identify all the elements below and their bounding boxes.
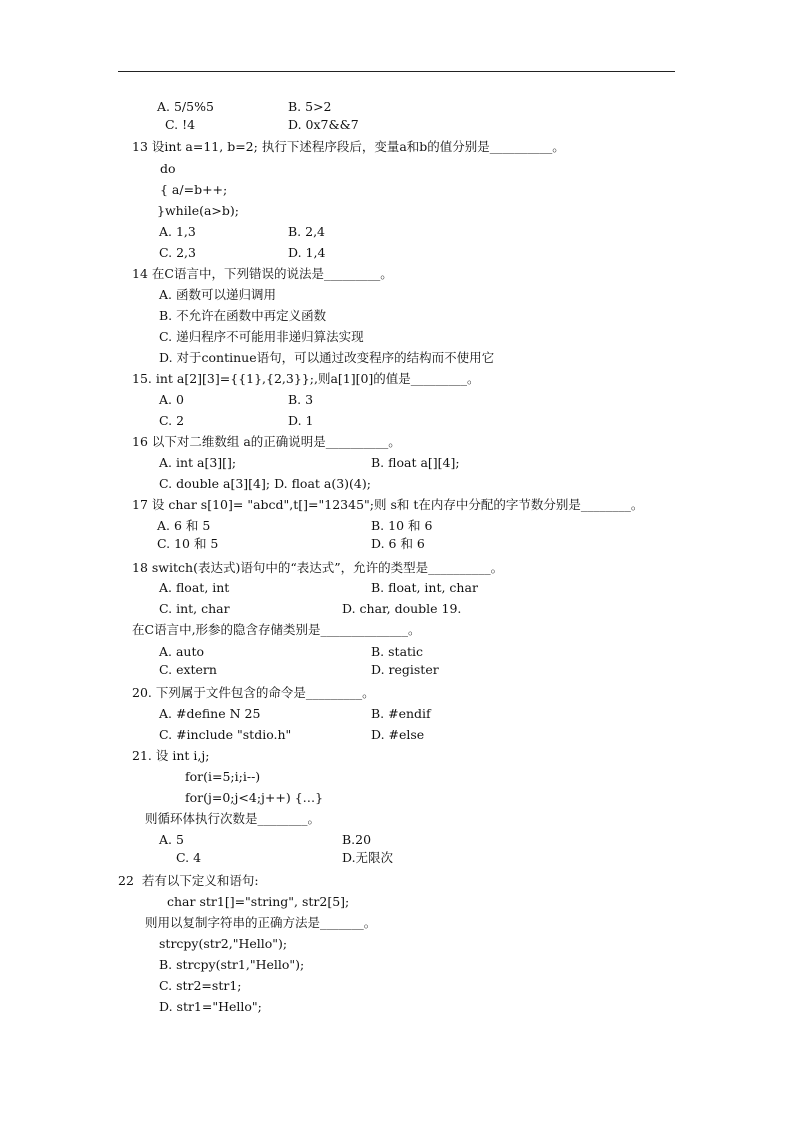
q21-code-line: for(i=5;i;i--)	[185, 769, 261, 784]
q13-code-line: { a/=b++;	[160, 182, 228, 197]
q19-option-a: A. auto	[159, 644, 205, 659]
q13-stem: 13 设int a=11, b=2; 执行下述程序段后，变量a和b的值分别是__________。	[132, 139, 565, 154]
q20-stem: 20. 下列属于文件包含的命令是_________。	[132, 685, 375, 700]
q19-option-c: C. extern	[159, 662, 217, 677]
q20-option-b: B. #endif	[371, 706, 431, 721]
q22-code-line: char str1[]="string", str2[5];	[167, 894, 350, 909]
q12-option-a: A. 5/5%5	[157, 99, 214, 114]
q17-option-a: A. 6 和 5	[157, 518, 211, 533]
q22-option-b: B. strcpy(str1,"Hello");	[159, 957, 305, 972]
q14-option-a: A. 函数可以递归调用	[159, 287, 276, 302]
q20-option-a: A. #define N 25	[159, 706, 261, 721]
q18-option-b: B. float, int, char	[371, 580, 478, 595]
q20-option-c: C. #include "stdio.h"	[159, 727, 292, 742]
q15-option-b: B. 3	[288, 392, 314, 407]
q18-option-d: D. char, double 19.	[342, 601, 462, 616]
header-rule	[118, 71, 675, 72]
q17-option-c: C. 10 和 5	[157, 536, 219, 551]
q21-code-line: for(j=0;j<4;j++) {…}	[185, 790, 324, 805]
q17-option-d: D. 6 和 6	[371, 536, 425, 551]
q14-option-d: D. 对于continue语句，可以通过改变程序的结构而不使用它	[159, 350, 495, 365]
q15-option-d: D. 1	[288, 413, 314, 428]
q15-stem: 15. int a[2][3]={{1},{2,3}};,则a[1][0]的值是_________。	[132, 371, 480, 386]
q12-option-c: C. !4	[165, 117, 196, 132]
q16-option-a: A. int a[3][];	[159, 455, 237, 470]
q13-option-a: A. 1,3	[159, 224, 196, 239]
q13-code-line: do	[160, 161, 176, 176]
q12-option-b: B. 5>2	[288, 99, 332, 114]
q17-option-b: B. 10 和 6	[371, 518, 433, 533]
q21-stem: 21. 设 int i,j;	[132, 748, 210, 763]
q22-option-d: D. str1="Hello";	[159, 999, 262, 1014]
q21-option-a: A. 5	[159, 832, 184, 847]
q17-stem: 17 设 char s[10]= "abcd",t[]="12345";则 s和 t在内存中分配的字节数分别是________。	[132, 497, 644, 512]
q15-option-a: A. 0	[159, 392, 184, 407]
q16-option-c-d: C. double a[3][4]; D. float a(3)(4);	[159, 476, 371, 491]
q13-option-c: C. 2,3	[159, 245, 196, 260]
q18-stem: 18 switch(表达式)语句中的“表达式”，允许的类型是__________。	[132, 560, 504, 575]
q21-option-b: B.20	[342, 832, 372, 847]
q22-option-a: strcpy(str2,"Hello");	[159, 936, 288, 951]
q19-option-b: B. static	[371, 644, 424, 659]
q13-option-d: D. 1,4	[288, 245, 326, 260]
q13-code-line: }while(a>b);	[157, 203, 239, 218]
q12-option-d: D. 0x7&&7	[288, 117, 359, 132]
q16-stem: 16 以下对二维数组 a的正确说明是__________。	[132, 434, 401, 449]
q22-option-c: C. str2=str1;	[159, 978, 242, 993]
q20-option-d: D. #else	[371, 727, 425, 742]
q19-option-d: D. register	[371, 662, 439, 677]
q13-option-b: B. 2,4	[288, 224, 326, 239]
q22-stem: 22 若有以下定义和语句:	[118, 873, 259, 888]
q19-stem: 在C语言中,形参的隐含存储类别是______________。	[132, 622, 421, 637]
q14-option-b: B. 不允许在函数中再定义函数	[159, 308, 327, 323]
q21-question: 则循环体执行次数是________。	[145, 811, 321, 826]
q14-stem: 14 在C语言中，下列错误的说法是_________。	[132, 266, 393, 281]
q16-option-b: B. float a[][4];	[371, 455, 460, 470]
q21-option-c: C. 4	[176, 850, 202, 865]
q21-option-d: D.无限次	[342, 850, 394, 865]
q22-question: 则用以复制字符串的正确方法是_______。	[145, 915, 377, 930]
q18-option-a: A. float, int	[159, 580, 230, 595]
q18-option-c: C. int, char	[159, 601, 230, 616]
q15-option-c: C. 2	[159, 413, 185, 428]
q14-option-c: C. 递归程序不可能用非递归算法实现	[159, 329, 364, 344]
